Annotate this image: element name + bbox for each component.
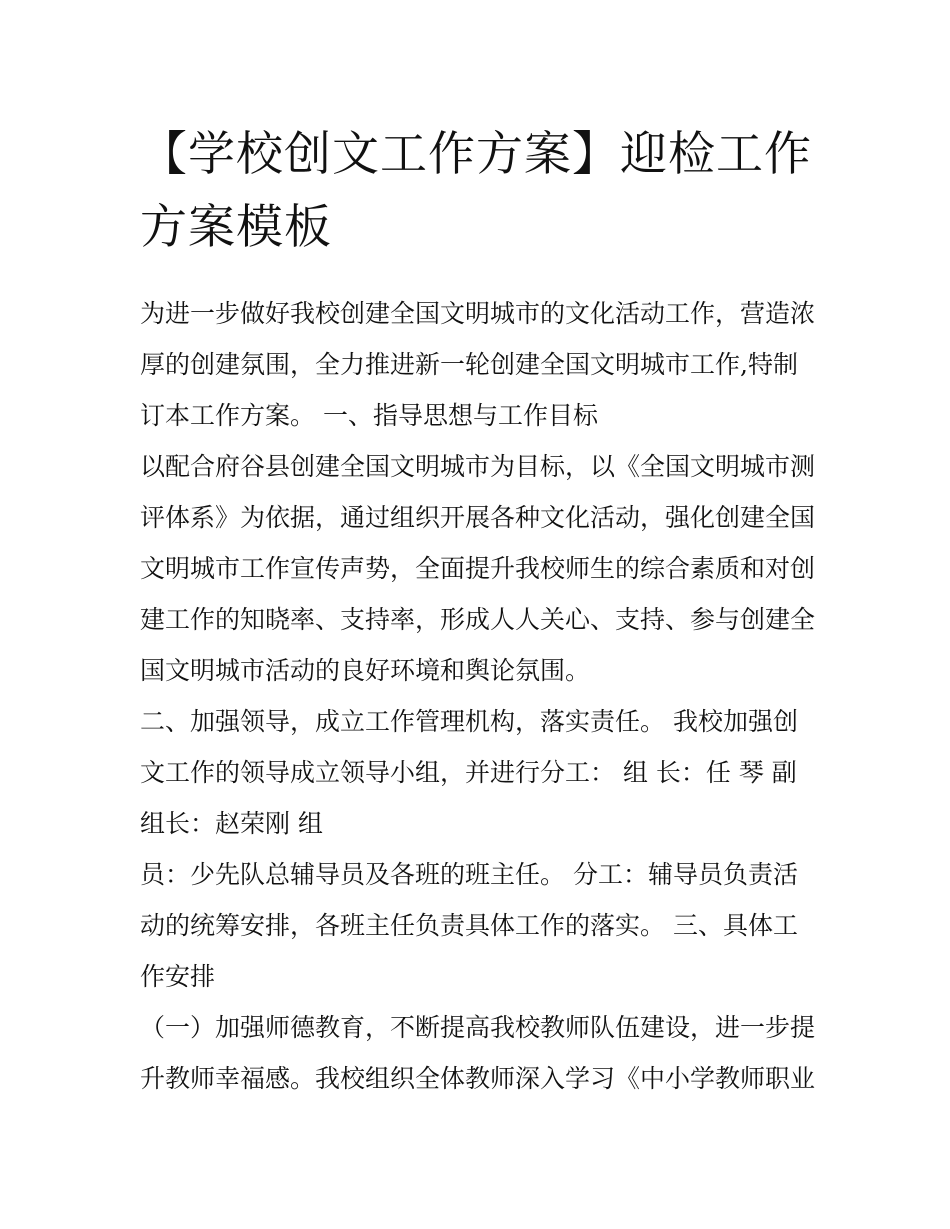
paragraph-leadership: 二、加强领导，成立工作管理机构，落实责任。 我校加强创文工作的领导成立领导小组，并进行分工： 组 长：任 琴 副组长：赵荣刚 组 xyxy=(140,707,798,838)
paragraph-teacher-ethics: （一）加强师德教育，不断提高我校教师队伍建设，进一步提升教师幸福感。我校组织全体教师深入学习《中小学教师职业 xyxy=(140,1013,816,1093)
paragraph-members: 员：少先队总辅导员及各班的班主任。 分工：辅导员负责活动的统筹安排，各班主任负责具体工作的落实。 三、具体工作安排 xyxy=(140,860,798,991)
document-title: 【学校创文工作方案】迎检工作方案模板 xyxy=(140,127,812,255)
document-page xyxy=(140,118,820,1104)
paragraph-goals: 以配合府谷县创建全国文明城市为目标，以《全国文明城市测评体系》为依据，通过组织开展各种文化活动，强化创建全国文明城市工作宣传声势，全面提升我校师生的综合素质和对创建工作的知晓率、支持率，形成人人关心、支持、参与创建全国文明城市活动的良好环境和舆论氛围。 xyxy=(140,452,816,685)
paragraph-intro: 为进一步做好我校创建全国文明城市的文化活动工作，营造浓厚的创建氛围，全力推进新一轮创建全国文明城市工作,特制订本工作方案。 一、指导思想与工作目标 xyxy=(140,299,816,430)
document-body xyxy=(140,288,820,1104)
